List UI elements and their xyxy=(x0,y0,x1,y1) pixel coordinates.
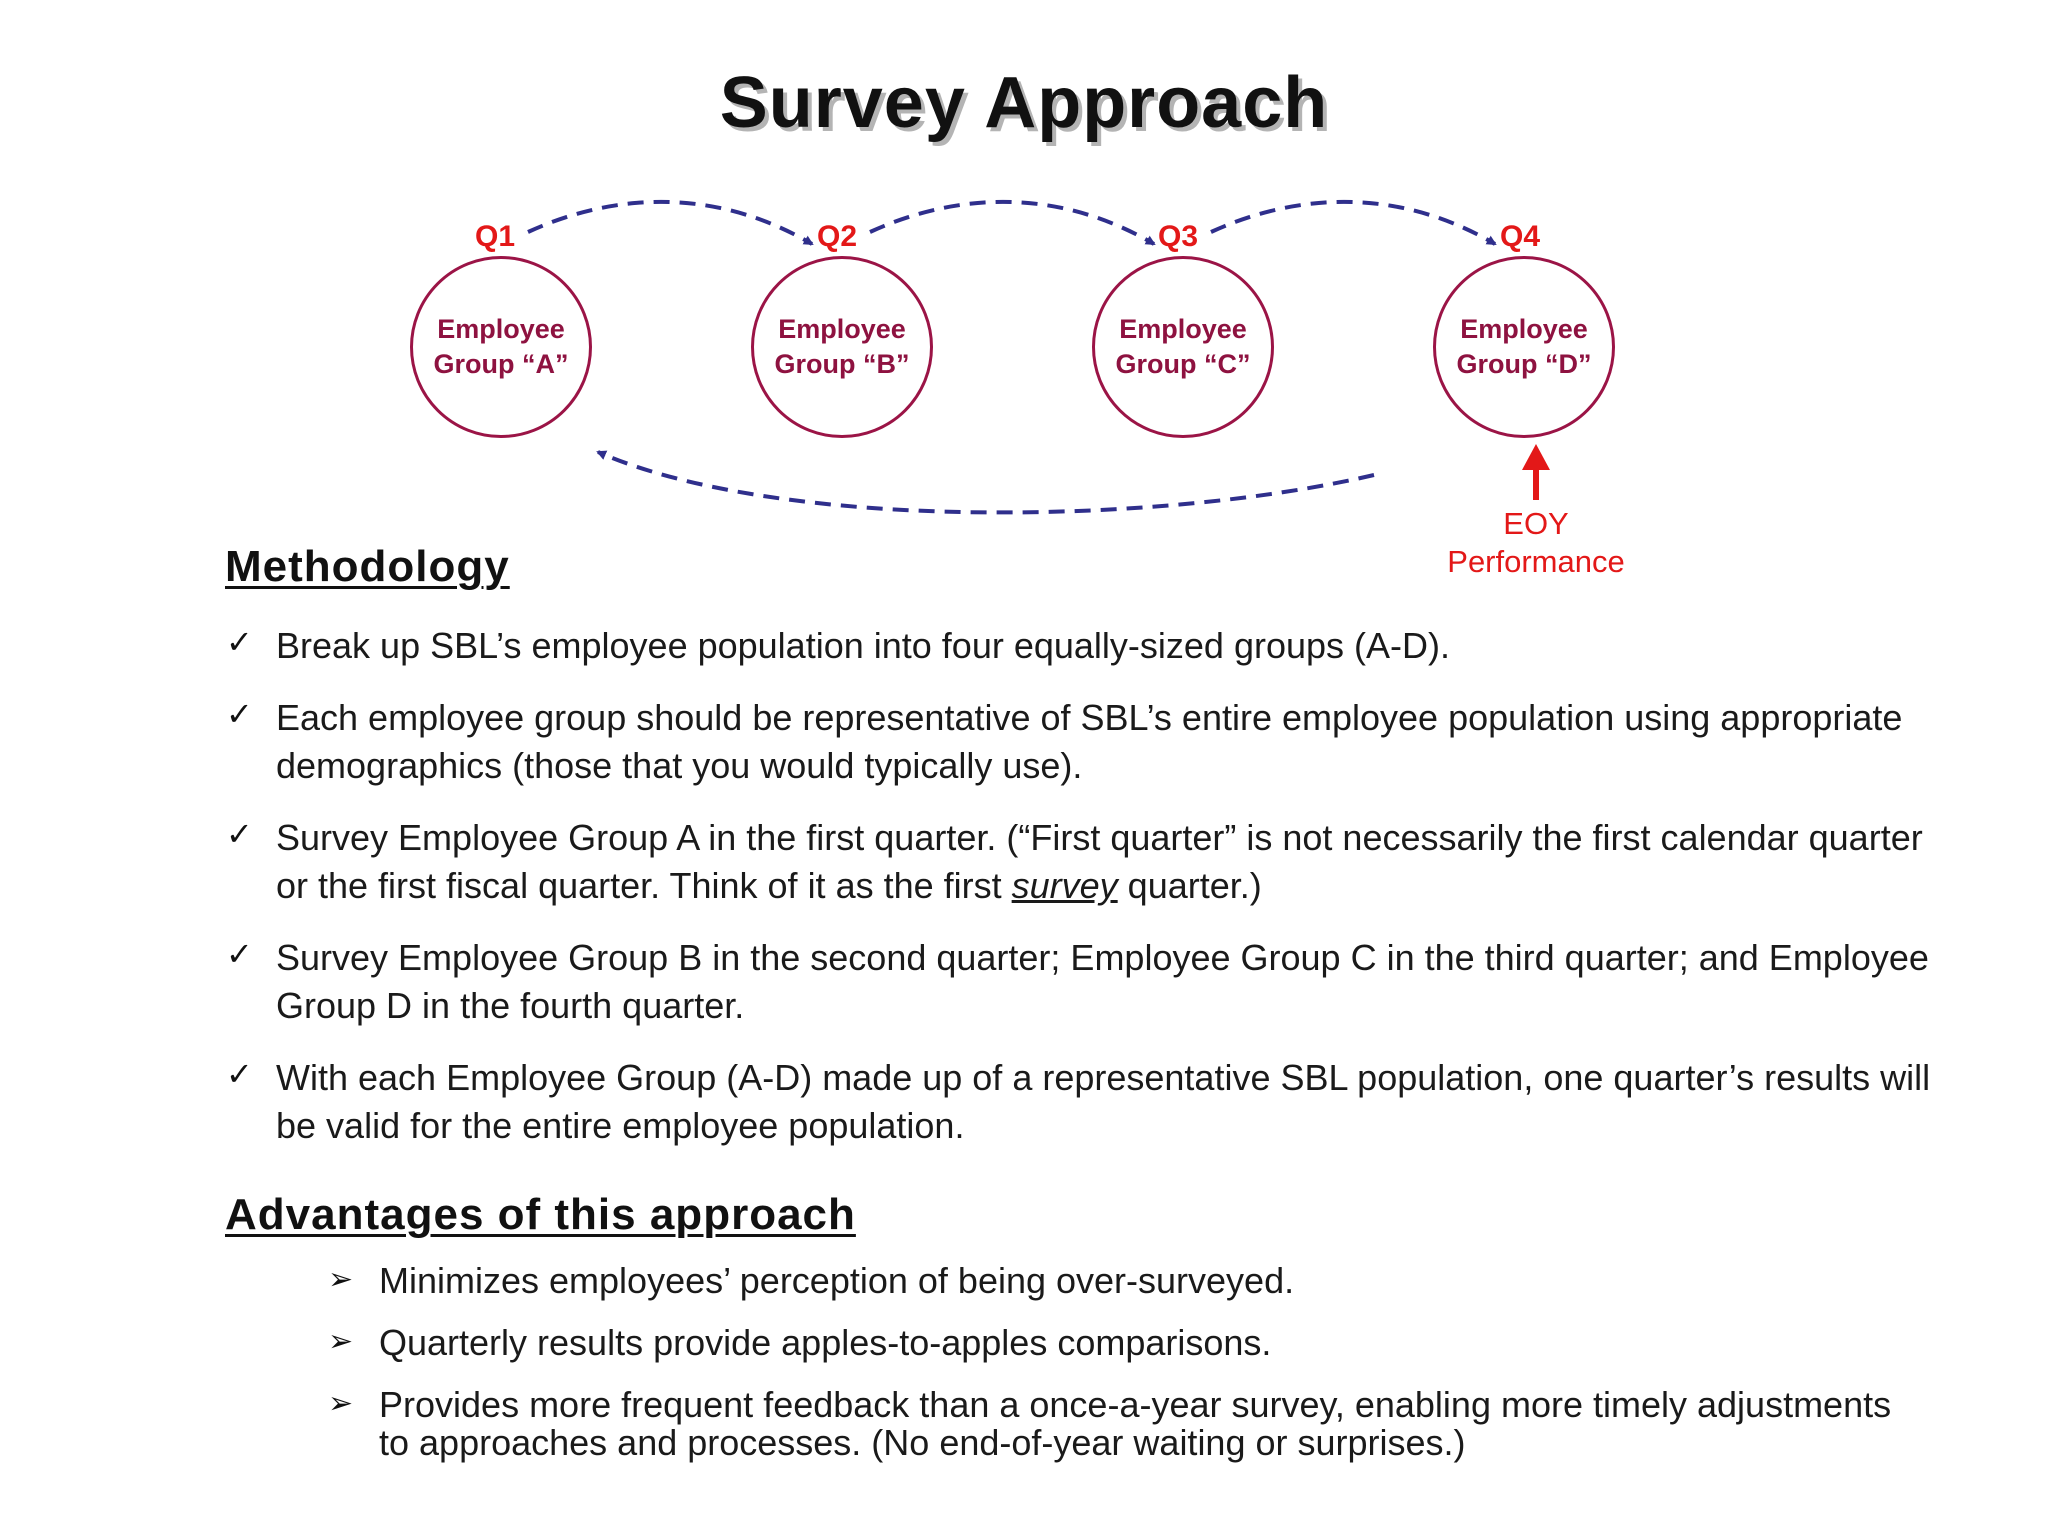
checkmark-icon: ✓ xyxy=(226,623,253,661)
advantages-list xyxy=(328,1262,1928,1486)
group-d-line1: Employee xyxy=(1460,314,1588,344)
group-a-line2: Group “A” xyxy=(433,349,569,379)
group-b-line2: Group “B” xyxy=(774,349,910,379)
list-item xyxy=(225,934,1945,1030)
methodology-list xyxy=(225,622,1945,1174)
survey-emphasis: survey xyxy=(1011,865,1118,906)
methodology-item-3 xyxy=(276,817,1923,906)
advantage-item-2: Quarterly results provide apples-to-apples comparisons. xyxy=(379,1322,1272,1363)
eoy-line1: EOY xyxy=(1503,506,1569,541)
arrow-return-d-to-a xyxy=(598,452,1374,512)
quarter-label-q4: Q4 xyxy=(1499,220,1541,253)
arrowhead-bullet-icon: ➢ xyxy=(328,1386,354,1421)
list-item xyxy=(225,694,1945,790)
arrow-q3-q4 xyxy=(1211,202,1495,244)
list-item xyxy=(225,622,1945,670)
checkmark-icon: ✓ xyxy=(226,935,253,973)
list-item xyxy=(328,1262,1928,1300)
group-a-line1: Employee xyxy=(437,314,565,344)
arrow-q2-q3 xyxy=(870,202,1154,244)
methodology-item-5: With each Employee Group (A-D) made up of a representative SBL population, one quarter’s results will be valid for the entire employee population. xyxy=(276,1057,1931,1146)
eoy-line2: Performance xyxy=(1447,544,1625,579)
group-b-line1: Employee xyxy=(778,314,906,344)
arrow-q1-q2 xyxy=(528,202,812,244)
quarter-label-q3: Q3 xyxy=(1157,220,1199,253)
flow-diagram xyxy=(0,0,2048,560)
list-item xyxy=(328,1386,1928,1462)
checkmark-icon: ✓ xyxy=(226,1055,253,1093)
methodology-item-2: Each employee group should be representative of SBL’s entire employee population using appropriate demographics (those that you would typically use). xyxy=(276,697,1903,786)
list-item xyxy=(225,814,1945,910)
methodology-item-3-before: Survey Employee Group A in the first quarter. (“First quarter” is not necessarily the first calendar quarter or the first fiscal quarter. Think of it as the first xyxy=(276,817,1923,906)
employee-group-d-circle xyxy=(1433,256,1615,438)
advantage-item-3: Provides more frequent feedback than a once-a-year survey, enabling more timely adjustments to approaches and processes. (No end-of-year waiting or surprises.) xyxy=(379,1384,1892,1463)
list-item xyxy=(328,1324,1928,1362)
methodology-heading: Methodology xyxy=(225,542,510,591)
quarter-label-q2: Q2 xyxy=(816,220,858,253)
methodology-item-4: Survey Employee Group B in the second quarter; Employee Group C in the third quarter; and Employee Group D in the fourth quarter. xyxy=(276,937,1929,1026)
methodology-item-1: Break up SBL’s employee population into four equally-sized groups (A-D). xyxy=(276,625,1450,666)
employee-group-b-circle xyxy=(751,256,933,438)
checkmark-icon: ✓ xyxy=(226,695,253,733)
quarter-label-q1: Q1 xyxy=(474,220,516,253)
employee-group-a-circle xyxy=(410,256,592,438)
list-item xyxy=(225,1054,1945,1150)
methodology-item-3-after: quarter.) xyxy=(1117,865,1262,906)
checkmark-icon: ✓ xyxy=(226,815,253,853)
arrowhead-bullet-icon: ➢ xyxy=(328,1262,354,1297)
advantage-item-1: Minimizes employees’ perception of being over-surveyed. xyxy=(379,1260,1295,1301)
advantages-heading: Advantages of this approach xyxy=(225,1190,856,1239)
slide-title: Survey Approach xyxy=(719,63,1329,143)
group-c-line1: Employee xyxy=(1119,314,1247,344)
arrowhead-bullet-icon: ➢ xyxy=(328,1324,354,1359)
group-c-line2: Group “C” xyxy=(1115,349,1251,379)
employee-group-c-circle xyxy=(1092,256,1274,438)
eoy-arrow-head xyxy=(1522,444,1550,470)
group-d-line2: Group “D” xyxy=(1456,349,1592,379)
eoy-performance-label xyxy=(1418,505,1654,581)
